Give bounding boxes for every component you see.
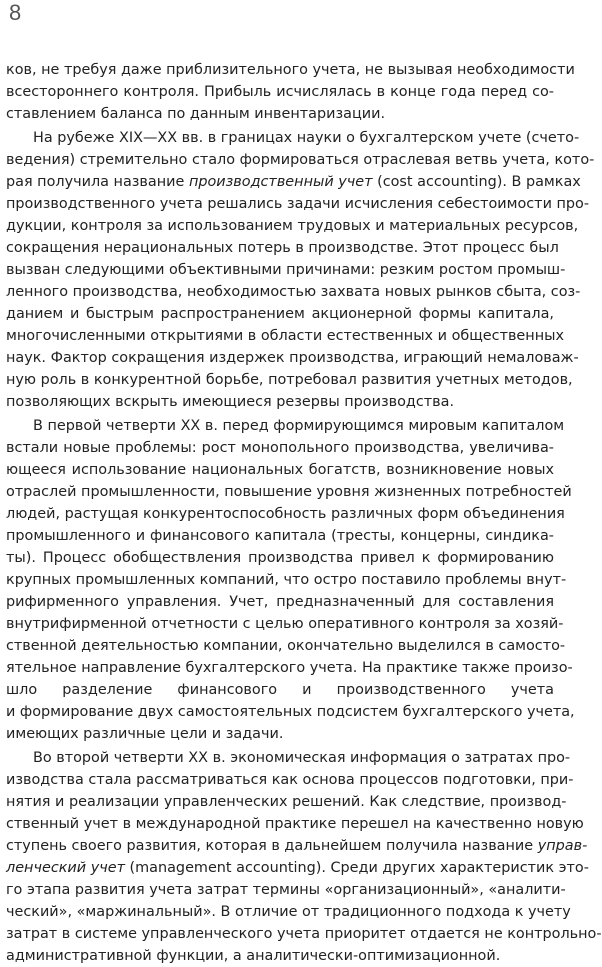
text-line: ленного производства, необходимостью захвата новых рынков сбыта, соз- <box>6 284 581 300</box>
text-line: дукции, контроля за использованием трудовых и материальных ресурсов, <box>6 218 579 234</box>
text-line: го этапа развития учета затрат термины «организационный», «аналити- <box>6 882 566 898</box>
text-line: внутрифирменной отчетности с целью оперативного контроля за хозяй- <box>6 616 564 632</box>
italic-term: управ- <box>537 838 588 854</box>
text-line: ческий», «маржинальный». В отличие от традиционного подхода к учету <box>6 904 571 920</box>
text-line: Во второй четверти XX в. экономическая информация о затратах про- <box>33 750 571 766</box>
text-line: ленческий учет (management accounting). Среди других характеристик это- <box>6 860 589 876</box>
text-line: промышленного и финансового капитала (тресты, концерны, синдика- <box>6 528 554 544</box>
text-line: встали новые проблемы: рост монопольного производства, увеличива- <box>6 440 554 456</box>
text-line: ступень своего развития, которая в дальнейшем получила название управ- <box>6 838 588 854</box>
text-line: крупных промышленных компаний, что остро поставило проблемы внут- <box>6 572 567 588</box>
text-line: затрат в системе управленческого учета приоритет отдается не контрольно- <box>6 926 602 942</box>
text-line: ты). Процесс обобществления производства привел к формированию <box>6 550 554 566</box>
italic-term: производственный учет <box>188 174 373 190</box>
text-line: данием и быстрым распространением акционерной формы капитала, <box>6 306 554 322</box>
text-line: отраслей промышленности, повышение уровня жизненных потребностей <box>6 484 572 500</box>
text-line: людей, растущая конкурентоспособность различных форм объединения <box>6 506 565 522</box>
text-line: позволяющих вскрыть имеющиеся резервы производства. <box>6 394 455 410</box>
text-line: производственного учета решались задачи исчисления себестоимости про- <box>6 196 590 212</box>
text-line: ную роль в конкурентной борьбе, потребовал развития учетных методов, <box>6 372 573 388</box>
text-line: вызван следующими объективными причинами: резким ростом промыш- <box>6 262 566 278</box>
text-line: и формирование двух самостоятельных подсистем бухгалтерского учета, <box>6 704 575 720</box>
text-line: изводства стала рассматриваться как основа процессов подготовки, при- <box>6 772 574 788</box>
text-line: имеющих различные цели и задачи. <box>6 726 284 742</box>
body-text <box>6 59 602 967</box>
text-line: ставлением баланса по данным инвентаризации. <box>6 106 386 122</box>
text-line: шло разделение финансового и производственного учета <box>6 682 554 698</box>
text-line: ющееся использование национальных богатств, возникновение новых <box>6 462 554 478</box>
text-line: ведения) стремительно стало формироваться отраслевая ветвь учета, кото- <box>6 152 595 168</box>
text-line: ков, не требуя даже приблизительного учета, не вызывая необходимости <box>6 62 575 78</box>
italic-term: ленческий учет <box>6 860 125 876</box>
text-line: многочисленными открытиями в области естественных и общественных <box>6 328 564 344</box>
text-line: административной функции, а аналитически-оптимизационной. <box>6 948 501 964</box>
text-line: На рубеже XIX—XX вв. в границах науки о бухгалтерском учете (счето- <box>33 130 580 146</box>
text-line: ственной деятельностью компании, окончательно выделился в самосто- <box>6 638 566 654</box>
text-line: нятия и реализации управленческих решений. Как следствие, производ- <box>6 794 567 810</box>
text-line: рифирменного управления. Учет, предназначенный для составления <box>6 594 554 610</box>
text-line: сокращения нерациональных потерь в производстве. Этот процесс был <box>6 240 559 256</box>
text-line: В первой четверти XX в. перед формирующимся мировым капиталом <box>33 418 565 434</box>
text-line: ятельное направление бухгалтерского учета. На практике также произо- <box>6 660 573 676</box>
text-line: ственный учет в международной практике перешел на качественно новую <box>6 816 584 832</box>
text-line: всестороннего контроля. Прибыль исчислялась в конце года перед со- <box>6 84 554 100</box>
text-line: наук. Фактор сокращения издержек производства, играющий немаловаж- <box>6 350 579 366</box>
page-number: 8 <box>9 0 22 25</box>
text-line: рая получила название производственный учет (cost accounting). В рамках <box>6 174 581 190</box>
